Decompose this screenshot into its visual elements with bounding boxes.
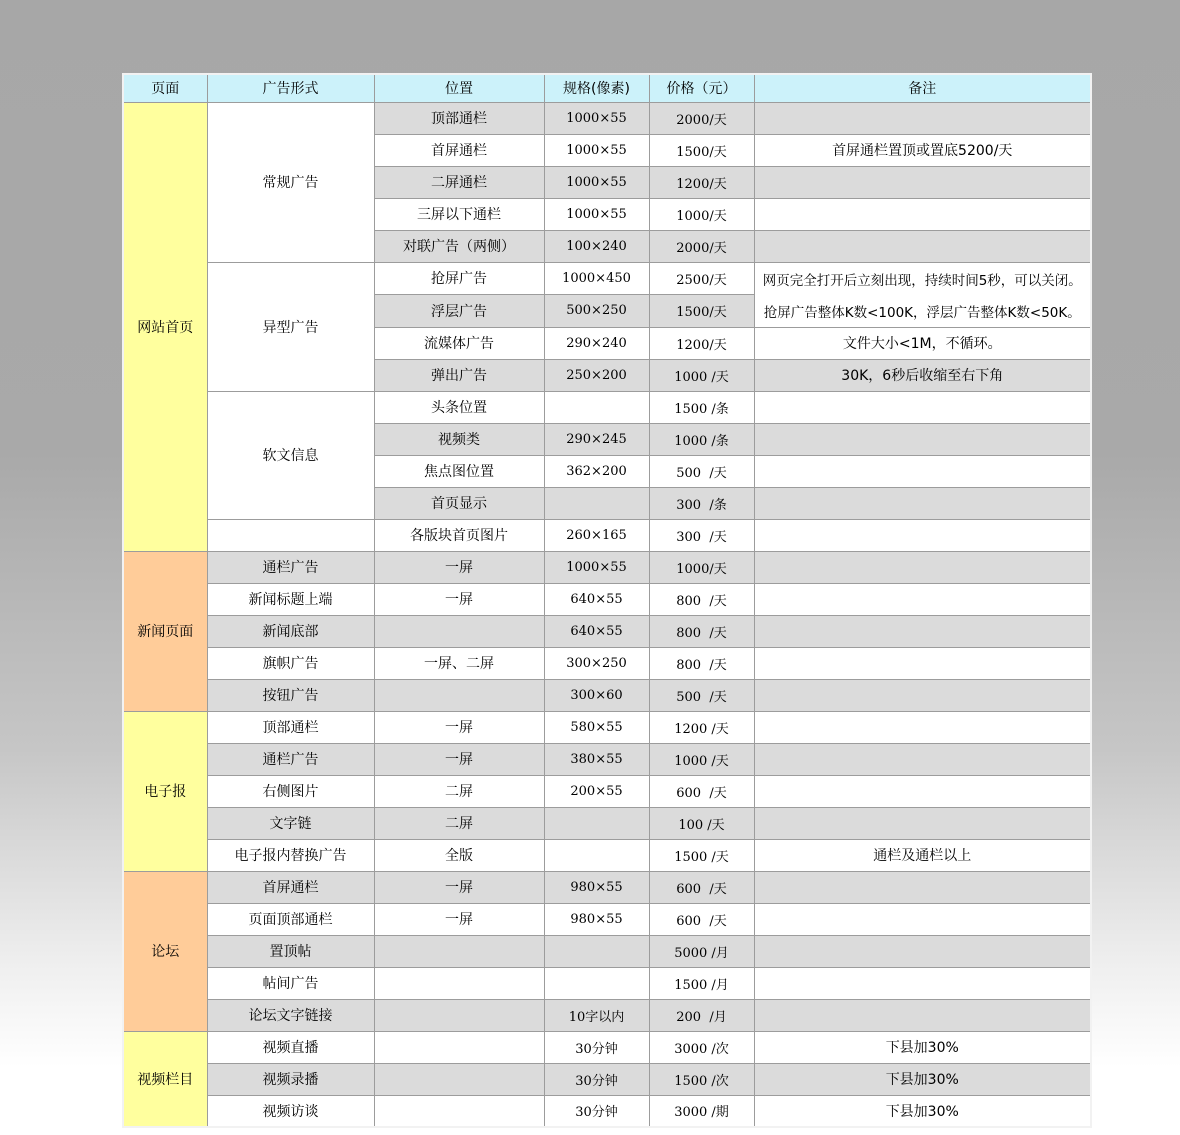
remark-cell: 文件大小<1M，不循环。 (754, 327, 1091, 359)
spec-cell: 300×60 (544, 679, 649, 711)
spec-cell (544, 807, 649, 839)
spec-cell: 980×55 (544, 903, 649, 935)
remark-cell (754, 230, 1091, 262)
spec-cell (544, 391, 649, 423)
remark-merged-cell (754, 262, 1091, 327)
ad-form-group-cell-regular: 常规广告 (207, 102, 374, 262)
spec-cell: 290×245 (544, 423, 649, 455)
position-cell: 二屏通栏 (374, 166, 544, 198)
remark-cell (754, 455, 1091, 487)
spec-cell: 1000×55 (544, 198, 649, 230)
spec-cell: 10字以内 (544, 999, 649, 1031)
ad-form-group-cell-special: 异型广告 (207, 262, 374, 391)
price-cell: 1000 /天 (649, 743, 754, 775)
remark-cell (754, 679, 1091, 711)
spec-cell: 200×55 (544, 775, 649, 807)
position-cell: 全版 (374, 839, 544, 871)
position-cell: 抢屏广告 (374, 262, 544, 295)
ad-form-cell: 右侧图片 (207, 775, 374, 807)
position-cell: 一屏 (374, 583, 544, 615)
position-cell (374, 679, 544, 711)
remark-cell (754, 102, 1091, 134)
price-cell: 1500/天 (649, 295, 754, 328)
table-row (123, 775, 1091, 807)
price-cell: 600 /天 (649, 775, 754, 807)
ad-form-cell: 按钮广告 (207, 679, 374, 711)
position-cell (374, 967, 544, 999)
position-cell: 各版块首页图片 (374, 519, 544, 551)
position-cell: 一屏、二屏 (374, 647, 544, 679)
remark-cell (754, 551, 1091, 583)
spec-cell: 30分钟 (544, 1031, 649, 1063)
ad-form-cell: 首屏通栏 (207, 871, 374, 903)
table-row (123, 1063, 1091, 1095)
price-cell: 1000/天 (649, 551, 754, 583)
ad-form-cell: 帖间广告 (207, 967, 374, 999)
column-header-price: 价格（元） (649, 74, 754, 102)
spec-cell: 362×200 (544, 455, 649, 487)
position-cell: 焦点图位置 (374, 455, 544, 487)
spec-cell: 260×165 (544, 519, 649, 551)
table-row (123, 903, 1091, 935)
spec-cell: 1000×55 (544, 134, 649, 166)
table-row (123, 647, 1091, 679)
position-cell: 一屏 (374, 711, 544, 743)
spec-cell: 30分钟 (544, 1095, 649, 1127)
position-cell: 首屏通栏 (374, 134, 544, 166)
position-cell: 首页显示 (374, 487, 544, 519)
spec-cell: 30分钟 (544, 1063, 649, 1095)
price-cell: 1500 /月 (649, 967, 754, 999)
ad-form-cell: 通栏广告 (207, 743, 374, 775)
remark-cell: 下县加30% (754, 1031, 1091, 1063)
header-row (123, 74, 1091, 102)
page-group-cell-forum: 论坛 (123, 871, 207, 1031)
remark-cell (754, 647, 1091, 679)
position-cell: 二屏 (374, 775, 544, 807)
remark-cell: 下县加30% (754, 1095, 1091, 1127)
price-cell: 2000/天 (649, 230, 754, 262)
spec-cell: 290×240 (544, 327, 649, 359)
remark-line-2: 抢屏广告整体K数<100K，浮层广告整体K数<50K。 (763, 304, 1081, 321)
spec-cell: 1000×55 (544, 551, 649, 583)
ad-form-cell: 文字链 (207, 807, 374, 839)
table-row (123, 999, 1091, 1031)
price-cell: 600 /天 (649, 903, 754, 935)
remark-cell (754, 487, 1091, 519)
price-cell: 800 /天 (649, 615, 754, 647)
position-cell: 对联广告（两侧） (374, 230, 544, 262)
position-cell: 一屏 (374, 871, 544, 903)
table-row (123, 871, 1091, 903)
table-row (123, 102, 1091, 134)
price-cell: 1000 /天 (649, 359, 754, 391)
column-header-spec: 规格(像素) (544, 74, 649, 102)
spec-cell: 640×55 (544, 615, 649, 647)
column-header-position: 位置 (374, 74, 544, 102)
price-cell: 500 /天 (649, 455, 754, 487)
position-cell: 一屏 (374, 903, 544, 935)
price-cell: 1200/天 (649, 166, 754, 198)
position-cell: 顶部通栏 (374, 102, 544, 134)
spec-cell (544, 935, 649, 967)
price-cell: 1000 /条 (649, 423, 754, 455)
spec-cell: 980×55 (544, 871, 649, 903)
remark-line-1: 网页完全打开后立刻出现，持续时间5秒，可以关闭。 (762, 272, 1082, 289)
price-cell: 2000/天 (649, 102, 754, 134)
ad-form-cell: 电子报内替换广告 (207, 839, 374, 871)
spec-cell (544, 967, 649, 999)
position-cell: 一屏 (374, 551, 544, 583)
remark-cell (754, 583, 1091, 615)
ad-form-cell: 新闻底部 (207, 615, 374, 647)
price-cell: 1500 /次 (649, 1063, 754, 1095)
position-cell: 二屏 (374, 807, 544, 839)
price-cell: 300 /天 (649, 519, 754, 551)
price-cell: 800 /天 (649, 583, 754, 615)
spec-cell (544, 839, 649, 871)
price-cell: 800 /天 (649, 647, 754, 679)
ad-form-cell: 顶部通栏 (207, 711, 374, 743)
table-row (123, 935, 1091, 967)
table-row (123, 615, 1091, 647)
price-cell: 500 /天 (649, 679, 754, 711)
position-cell: 流媒体广告 (374, 327, 544, 359)
price-cell: 100 /天 (649, 807, 754, 839)
page-group-cell-video: 视频栏目 (123, 1031, 207, 1127)
position-cell: 弹出广告 (374, 359, 544, 391)
table-row (123, 711, 1091, 743)
price-cell: 1000/天 (649, 198, 754, 230)
remark-cell (754, 391, 1091, 423)
table-row (123, 262, 1091, 295)
remark-cell: 30K，6秒后收缩至右下角 (754, 359, 1091, 391)
table-row (123, 839, 1091, 871)
table-row (123, 391, 1091, 423)
remark-cell (754, 423, 1091, 455)
ad-form-cell: 通栏广告 (207, 551, 374, 583)
ad-form-group-cell-softnews: 软文信息 (207, 391, 374, 519)
page-group-cell-news: 新闻页面 (123, 551, 207, 711)
price-cell: 1500/天 (649, 134, 754, 166)
remark-cell: 首屏通栏置顶或置底5200/天 (754, 134, 1091, 166)
remark-cell: 下县加30% (754, 1063, 1091, 1095)
position-cell (374, 615, 544, 647)
price-cell: 1200/天 (649, 327, 754, 359)
remark-cell (754, 935, 1091, 967)
ad-form-cell: 论坛文字链接 (207, 999, 374, 1031)
spec-cell (544, 487, 649, 519)
spec-cell: 1000×55 (544, 166, 649, 198)
spec-cell: 580×55 (544, 711, 649, 743)
position-cell (374, 1063, 544, 1095)
price-cell: 2500/天 (649, 262, 754, 295)
position-cell: 一屏 (374, 743, 544, 775)
table-row (123, 967, 1091, 999)
remark-cell (754, 903, 1091, 935)
page-group-cell-homepage: 网站首页 (123, 102, 207, 551)
ad-form-cell: 视频访谈 (207, 1095, 374, 1127)
spec-cell: 250×200 (544, 359, 649, 391)
spec-cell: 1000×450 (544, 262, 649, 295)
position-cell (374, 935, 544, 967)
remark-cell (754, 166, 1091, 198)
remark-cell (754, 743, 1091, 775)
spec-cell: 500×250 (544, 295, 649, 328)
remark-cell (754, 871, 1091, 903)
remark-cell (754, 198, 1091, 230)
price-cell: 5000 /月 (649, 935, 754, 967)
table-row (123, 519, 1091, 551)
ad-form-empty-cell (207, 519, 374, 551)
table-row (123, 1031, 1091, 1063)
position-cell (374, 1095, 544, 1127)
table-row (123, 679, 1091, 711)
remark-cell (754, 967, 1091, 999)
position-cell: 浮层广告 (374, 295, 544, 328)
table-row (123, 551, 1091, 583)
remark-cell (754, 775, 1091, 807)
table-row (123, 743, 1091, 775)
price-cell: 1500 /条 (649, 391, 754, 423)
column-header-ad-form: 广告形式 (207, 74, 374, 102)
spec-cell: 100×240 (544, 230, 649, 262)
remark-cell (754, 807, 1091, 839)
remark-cell (754, 615, 1091, 647)
position-cell (374, 999, 544, 1031)
ad-price-table (122, 73, 1092, 1128)
price-cell: 3000 /次 (649, 1031, 754, 1063)
price-cell: 1500 /天 (649, 839, 754, 871)
ad-form-cell: 置顶帖 (207, 935, 374, 967)
remark-cell (754, 999, 1091, 1031)
price-cell: 200 /月 (649, 999, 754, 1031)
table-row (123, 583, 1091, 615)
spec-cell: 380×55 (544, 743, 649, 775)
price-cell: 600 /天 (649, 871, 754, 903)
price-cell: 300 /条 (649, 487, 754, 519)
spec-cell: 1000×55 (544, 102, 649, 134)
ad-form-cell: 视频录播 (207, 1063, 374, 1095)
remark-cell (754, 519, 1091, 551)
column-header-page: 页面 (123, 74, 207, 102)
ad-form-cell: 视频直播 (207, 1031, 374, 1063)
position-cell: 头条位置 (374, 391, 544, 423)
position-cell (374, 1031, 544, 1063)
table-row (123, 807, 1091, 839)
ad-form-cell: 旗帜广告 (207, 647, 374, 679)
spec-cell: 300×250 (544, 647, 649, 679)
price-cell: 3000 /期 (649, 1095, 754, 1127)
price-cell: 1200 /天 (649, 711, 754, 743)
spec-cell: 640×55 (544, 583, 649, 615)
remark-cell (754, 711, 1091, 743)
remark-cell: 通栏及通栏以上 (754, 839, 1091, 871)
position-cell: 视频类 (374, 423, 544, 455)
ad-form-cell: 新闻标题上端 (207, 583, 374, 615)
position-cell: 三屏以下通栏 (374, 198, 544, 230)
ad-form-cell: 页面顶部通栏 (207, 903, 374, 935)
column-header-remark: 备注 (754, 74, 1091, 102)
table-row (123, 1095, 1091, 1127)
page-group-cell-epaper: 电子报 (123, 711, 207, 871)
